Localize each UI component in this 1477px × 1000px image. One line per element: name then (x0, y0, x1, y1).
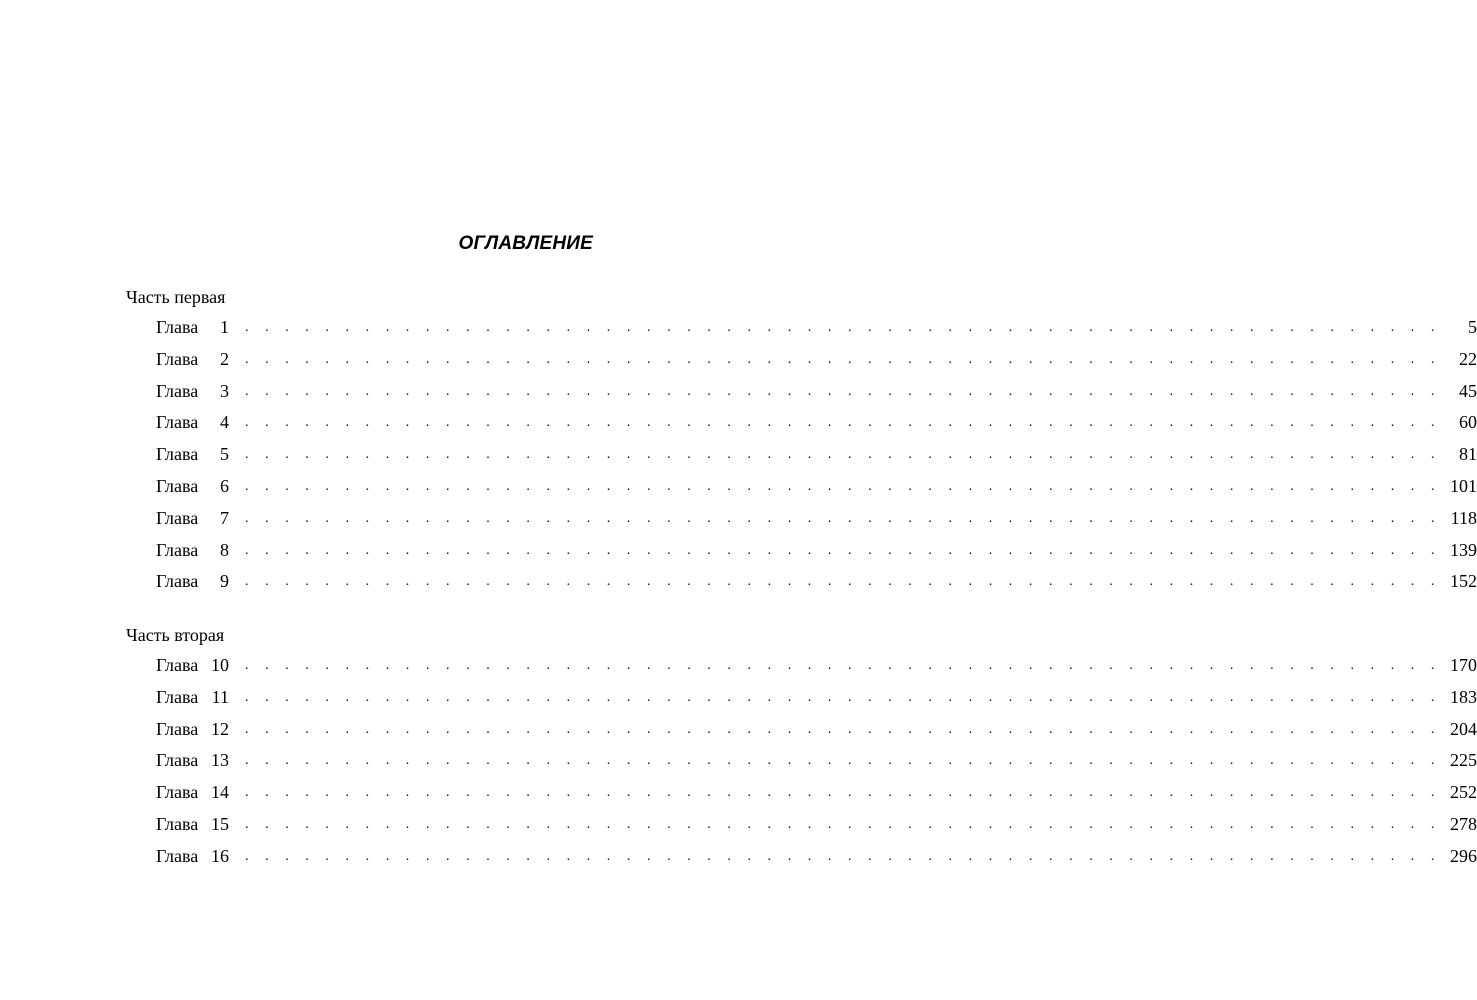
toc-entry[interactable] (126, 745, 1477, 777)
chapter-label (156, 809, 229, 841)
chapter-number: 12 (211, 718, 229, 739)
dot-leader: . . . . . . . . . . . . . . . . . . . . . . . . . . . . . . . . . . . . . . . . . . . . . . . . . . . . . . . . . . . . (245, 785, 1441, 801)
chapter-label (156, 650, 229, 682)
chapter-number: 8 (220, 539, 229, 560)
chapter-word: Глава (156, 317, 199, 337)
chapter-word: Глава (156, 750, 199, 771)
dot-leader: . . . . . . . . . . . . . . . . . . . . . . . . . . . . . . . . . . . . . . . . . . . . . . . . . . . . . . . . . . . . (245, 415, 1441, 431)
page-number: 22 (1458, 348, 1477, 369)
toc-part-2 (126, 624, 1477, 873)
dot-leader: . . . . . . . . . . . . . . . . . . . . . . . . . . . . . . . . . . . . . . . . . . . . . . . . . . . . . . . . . . . . (245, 510, 1441, 526)
chapter-number: 2 (220, 348, 229, 369)
chapter-label (156, 714, 229, 746)
chapter-word: Глава (156, 571, 199, 592)
dot-leader: . . . . . . . . . . . . . . . . . . . . . . . . . . . . . . . . . . . . . . . . . . . . . . . . . . . . . . . . . . . . (245, 753, 1441, 769)
chapter-number: 16 (211, 845, 229, 866)
page-number: 296 (1449, 845, 1477, 866)
dot-leader: . . . . . . . . . . . . . . . . . . . . . . . . . . . . . . . . . . . . . . . . . . . . . . . . . . . . . . . . . . . . (245, 320, 1441, 335)
chapter-number: 9 (220, 571, 229, 592)
page-number: 101 (1449, 475, 1477, 496)
chapter-word: Глава (156, 444, 199, 465)
part-heading: Часть вторая (126, 625, 225, 645)
chapter-label (156, 841, 229, 873)
toc-entry[interactable] (126, 650, 1477, 682)
page-number: 225 (1449, 750, 1477, 771)
page-number: 81 (1458, 444, 1477, 465)
chapter-word: Глава (156, 348, 199, 369)
chapter-number: 5 (220, 444, 229, 465)
page-number: 5 (1467, 317, 1477, 337)
toc-entry[interactable] (126, 841, 1477, 873)
chapter-label (156, 376, 229, 408)
chapter-word: Глава (156, 655, 199, 675)
chapter-number: 13 (211, 750, 229, 771)
chapter-number: 14 (211, 782, 229, 803)
toc-entry[interactable] (126, 777, 1477, 809)
dot-leader: . . . . . . . . . . . . . . . . . . . . . . . . . . . . . . . . . . . . . . . . . . . . . . . . . . . . . . . . . . . . (245, 383, 1441, 399)
chapter-list (126, 312, 1477, 598)
toc-entry[interactable] (126, 407, 1477, 439)
chapter-label (156, 471, 229, 503)
chapter-label (156, 682, 229, 714)
chapter-word: Глава (156, 686, 199, 707)
page-number: 152 (1449, 571, 1477, 592)
dot-leader: . . . . . . . . . . . . . . . . . . . . . . . . . . . . . . . . . . . . . . . . . . . . . . . . . . . . . . . . . . . . (245, 658, 1441, 673)
page-number: 60 (1458, 412, 1477, 433)
chapter-label (156, 777, 229, 809)
chapter-label (156, 312, 229, 344)
toc-entry[interactable] (126, 344, 1477, 376)
toc-entry[interactable] (126, 471, 1477, 503)
chapter-number: 10 (211, 655, 229, 675)
chapter-number: 6 (220, 475, 229, 496)
chapter-number: 4 (220, 412, 229, 433)
toc-entry[interactable] (126, 682, 1477, 714)
part-heading: Часть первая (126, 287, 226, 307)
chapter-word: Глава (156, 380, 199, 401)
toc-entry[interactable] (126, 503, 1477, 535)
toc-entry[interactable] (126, 535, 1477, 567)
chapter-label (156, 439, 229, 471)
chapter-number: 15 (211, 813, 229, 834)
toc-entry[interactable] (126, 439, 1477, 471)
chapter-word: Глава (156, 813, 199, 834)
chapter-label (156, 745, 229, 777)
chapter-label (156, 407, 229, 439)
chapter-word: Глава (156, 718, 199, 739)
dot-leader: . . . . . . . . . . . . . . . . . . . . . . . . . . . . . . . . . . . . . . . . . . . . . . . . . . . . . . . . . . . . (245, 478, 1441, 494)
dot-leader: . . . . . . . . . . . . . . . . . . . . . . . . . . . . . . . . . . . . . . . . . . . . . . . . . . . . . . . . . . . . (245, 447, 1441, 463)
dot-leader: . . . . . . . . . . . . . . . . . . . . . . . . . . . . . . . . . . . . . . . . . . . . . . . . . . . . . . . . . . . . (245, 848, 1441, 864)
chapter-word: Глава (156, 507, 199, 528)
toc-entry[interactable] (126, 376, 1477, 408)
toc-title: ОГЛАВЛЕНИЕ (458, 233, 593, 254)
page-number: 139 (1449, 539, 1477, 560)
page-number: 278 (1449, 813, 1477, 834)
toc-entry[interactable] (126, 566, 1477, 598)
dot-leader: . . . . . . . . . . . . . . . . . . . . . . . . . . . . . . . . . . . . . . . . . . . . . . . . . . . . . . . . . . . . (245, 542, 1441, 558)
chapter-label (156, 344, 229, 376)
chapter-number: 7 (220, 507, 229, 528)
toc-entry[interactable] (126, 809, 1477, 841)
page-number: 252 (1449, 782, 1477, 803)
chapter-number: 1 (220, 317, 229, 337)
chapter-word: Глава (156, 845, 199, 866)
chapter-word: Глава (156, 412, 199, 433)
toc-entry[interactable] (126, 312, 1477, 344)
page-number: 118 (1450, 507, 1477, 528)
chapter-list (126, 650, 1477, 873)
chapter-label (156, 535, 229, 567)
chapter-label (156, 566, 229, 598)
dot-leader: . . . . . . . . . . . . . . . . . . . . . . . . . . . . . . . . . . . . . . . . . . . . . . . . . . . . . . . . . . . . (245, 574, 1441, 590)
chapter-word: Глава (156, 539, 199, 560)
dot-leader: . . . . . . . . . . . . . . . . . . . . . . . . . . . . . . . . . . . . . . . . . . . . . . . . . . . . . . . . . . . . (245, 816, 1441, 832)
page-number: 170 (1449, 655, 1477, 675)
chapter-label (156, 503, 229, 535)
chapter-word: Глава (156, 475, 199, 496)
page-number: 45 (1458, 380, 1477, 401)
dot-leader: . . . . . . . . . . . . . . . . . . . . . . . . . . . . . . . . . . . . . . . . . . . . . . . . . . . . . . . . . . . . (245, 721, 1441, 737)
dot-leader: . . . . . . . . . . . . . . . . . . . . . . . . . . . . . . . . . . . . . . . . . . . . . . . . . . . . . . . . . . . . (245, 351, 1441, 367)
page-number: 183 (1449, 686, 1477, 707)
toc-entry[interactable] (126, 714, 1477, 746)
toc-part-1 (126, 286, 1477, 598)
chapter-word: Глава (156, 782, 199, 803)
chapter-number: 11 (211, 686, 229, 707)
chapter-number: 3 (220, 380, 229, 401)
dot-leader: . . . . . . . . . . . . . . . . . . . . . . . . . . . . . . . . . . . . . . . . . . . . . . . . . . . . . . . . . . . . (245, 689, 1441, 705)
page-number: 204 (1449, 718, 1477, 739)
